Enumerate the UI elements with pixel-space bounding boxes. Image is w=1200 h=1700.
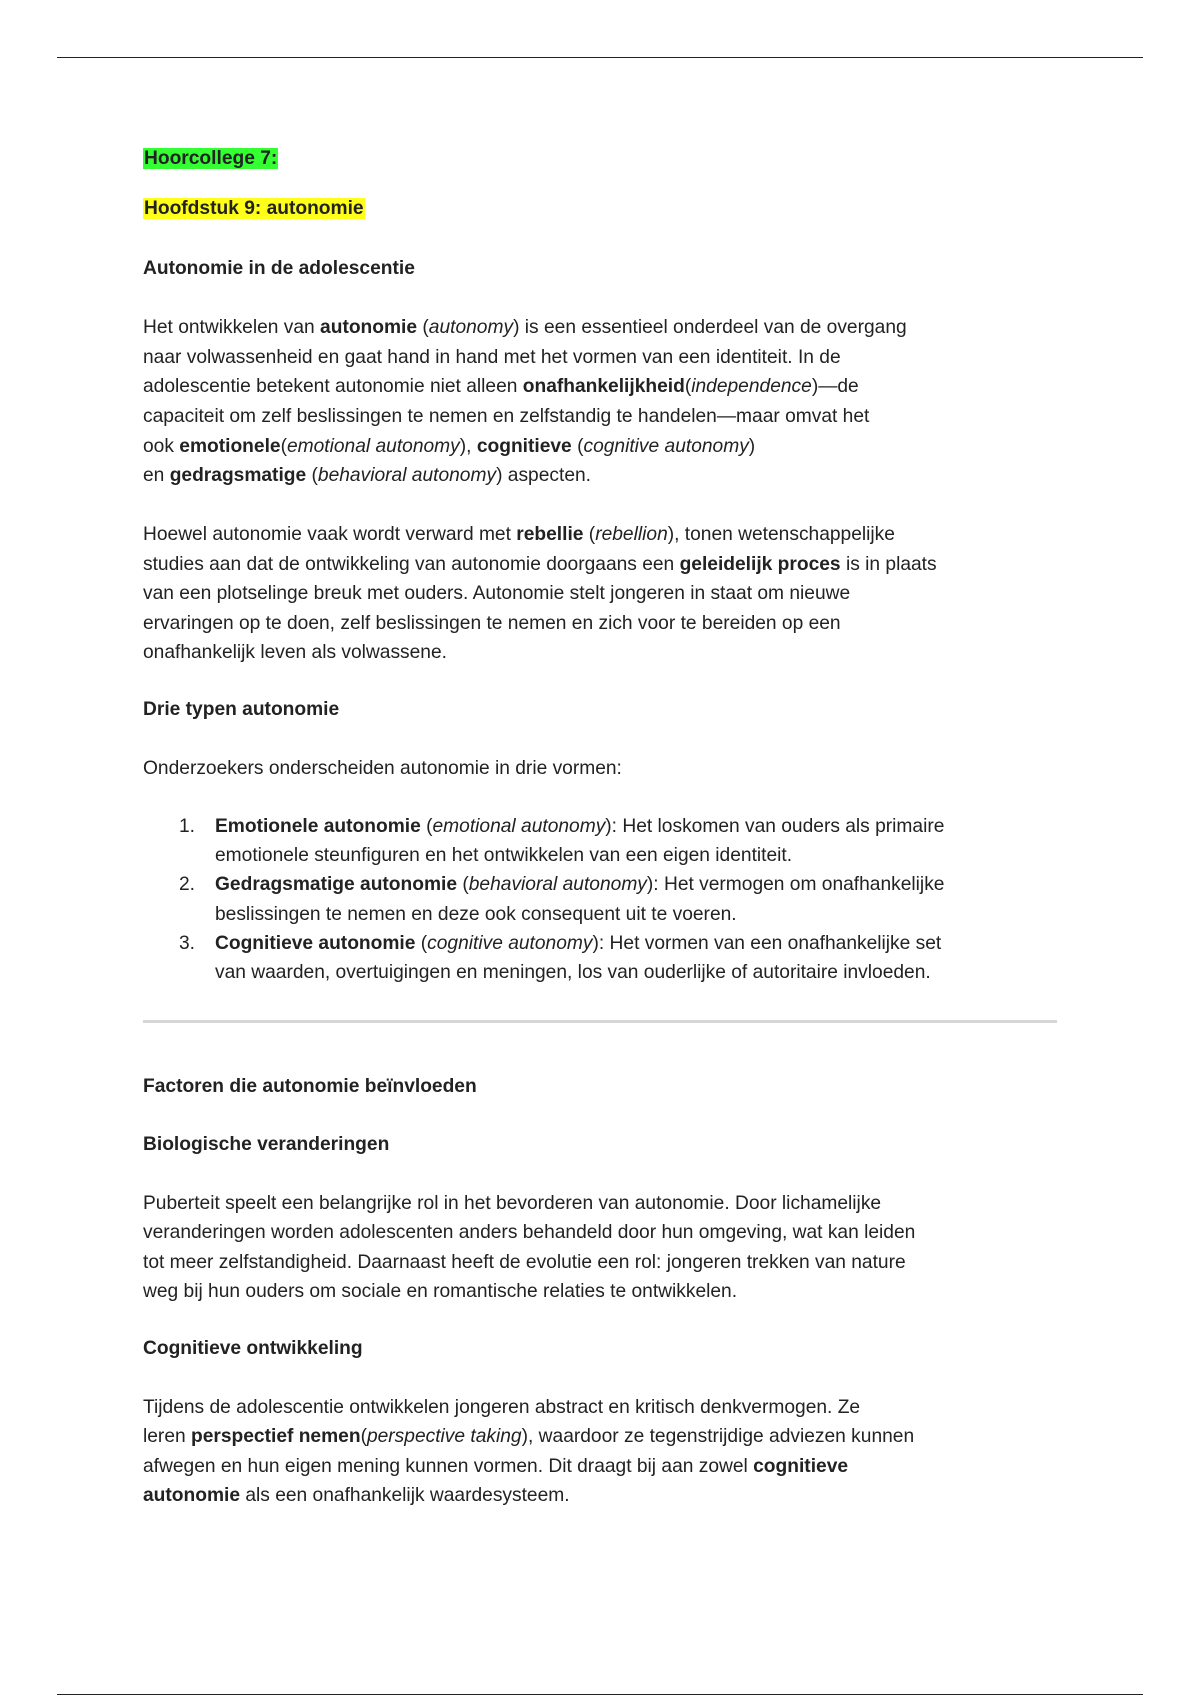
paragraph-line: en gedragsmatige (behavioral autonomy) aspecten. [143, 465, 591, 486]
paragraph-line: capaciteit om zelf beslissingen te nemen en zelfstandig te handelen—maar omvat het [143, 406, 870, 427]
chapter-title-highlight: Hoofdstuk 9: autonomie [144, 198, 364, 219]
list-number: 2. [179, 874, 196, 895]
list-item-line: emotionele steunfiguren en het ontwikkelen van een eigen identiteit. [215, 845, 793, 866]
paragraph-line: ook emotionele(emotional autonomy), cognitieve (cognitive autonomy) [143, 436, 756, 457]
paragraph-line: van een plotselinge breuk met ouders. Autonomie stelt jongeren in staat om nieuwe [143, 583, 851, 604]
section-heading-factors: Factoren die autonomie beïnvloeden [143, 1076, 477, 1097]
paragraph-line: adolescentie betekent autonomie niet alleen onafhankelijkheid(independence)—de [143, 376, 859, 397]
lecture-title-highlight: Hoorcollege 7: [144, 148, 278, 169]
paragraph-line: leren perspectief nemen(perspective taking), waardoor ze tegenstrijdige adviezen kunnen [143, 1426, 915, 1447]
paragraph-line: tot meer zelfstandigheid. Daarnaast heeft de evolutie een rol: jongeren trekken van nature [143, 1252, 906, 1273]
paragraph-line: ervaringen op te doen, zelf beslissingen te nemen en zich voor te bereiden op een [143, 613, 841, 634]
paragraph-line: studies aan dat de ontwikkeling van autonomie doorgaans een geleidelijk proces is in plaats [143, 554, 937, 575]
page-bottom-rule [57, 1694, 1143, 1695]
horizontal-divider [143, 1020, 1057, 1023]
list-item-line: beslissingen te nemen en deze ook consequent uit te voeren. [215, 904, 737, 925]
list-item-line: van waarden, overtuigingen en meningen, los van ouderlijke of autoritaire invloeden. [215, 962, 931, 983]
section-heading-autonomy-adolescence: Autonomie in de adolescentie [143, 258, 415, 279]
list-number: 3. [179, 933, 196, 954]
paragraph-line: Tijdens de adolescentie ontwikkelen jongeren abstract en kritisch denkvermogen. Ze [143, 1397, 861, 1418]
paragraph-line: Het ontwikkelen van autonomie (autonomy) is een essentieel onderdeel van de overgang [143, 317, 907, 338]
section-heading-three-types: Drie typen autonomie [143, 699, 340, 720]
lecture-title [143, 144, 278, 173]
list-item-line: Emotionele autonomie (emotional autonomy): Het loskomen van ouders als primaire [215, 816, 945, 837]
list-item-line: Gedragsmatige autonomie (behavioral autonomy): Het vermogen om onafhankelijke [215, 874, 945, 895]
paragraph-line: naar volwassenheid en gaat hand in hand met het vormen van een identiteit. In de [143, 347, 841, 368]
chapter-title [143, 194, 365, 223]
paragraph-line: Hoewel autonomie vaak wordt verward met rebellie (rebellion), tonen wetenschappelijke [143, 524, 895, 545]
paragraph-line: afwegen en hun eigen mening kunnen vormen. Dit draagt bij aan zowel cognitieve [143, 1456, 849, 1477]
subheading-biological: Biologische veranderingen [143, 1134, 390, 1155]
paragraph-line: Puberteit speelt een belangrijke rol in het bevorderen van autonomie. Door lichamelijke [143, 1193, 882, 1214]
subheading-cognitive: Cognitieve ontwikkeling [143, 1338, 363, 1359]
list-item-line: Cognitieve autonomie (cognitive autonomy): Het vormen van een onafhankelijke set [215, 933, 942, 954]
paragraph-line: weg bij hun ouders om sociale en romantische relaties te ontwikkelen. [143, 1281, 738, 1302]
page-top-rule [57, 57, 1143, 58]
list-intro: Onderzoekers onderscheiden autonomie in drie vormen: [143, 758, 622, 779]
paragraph-line: onafhankelijk leven als volwassene. [143, 642, 447, 663]
list-number: 1. [179, 816, 196, 837]
paragraph-line: veranderingen worden adolescenten anders behandeld door hun omgeving, wat kan leiden [143, 1222, 916, 1243]
paragraph-line: autonomie als een onafhankelijk waardesysteem. [143, 1485, 570, 1506]
